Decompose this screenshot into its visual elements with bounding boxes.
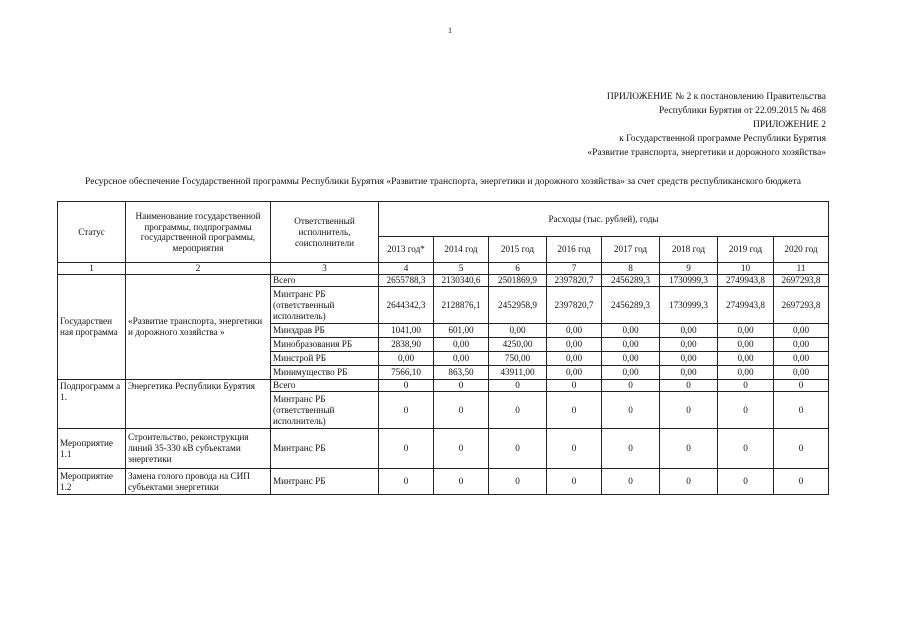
value-cell: 0,00 xyxy=(547,352,602,366)
value-cell: 0 xyxy=(434,392,489,429)
column-number: 11 xyxy=(774,263,829,275)
column-number: 1 xyxy=(58,263,126,275)
column-number: 9 xyxy=(660,263,718,275)
header-name: Наименование государственной программы, подпрограммы государственной программы, мероприятия xyxy=(126,202,271,263)
executor-cell: Всего xyxy=(271,275,379,287)
executor-cell: Всего xyxy=(271,380,379,392)
column-number: 10 xyxy=(718,263,774,275)
value-cell: 0 xyxy=(602,392,660,429)
table-row xyxy=(58,380,829,392)
subprogram-name: Энергетика Республики Бурятия xyxy=(126,380,271,429)
executor-cell: Минтранс РБ xyxy=(271,429,379,469)
value-cell: 0 xyxy=(660,392,718,429)
value-cell: 0 xyxy=(602,469,660,495)
value-cell: 0 xyxy=(489,469,547,495)
header-line-1: ПРИЛОЖЕНИЕ № 2 к постановлению Правительства xyxy=(606,92,826,102)
value-cell: 0 xyxy=(379,429,434,469)
header-line-4: к Государственной программе Республики Бурятия xyxy=(619,134,826,144)
value-cell: 0,00 xyxy=(602,352,660,366)
value-cell: 0,00 xyxy=(602,338,660,352)
value-cell: 43911,00 xyxy=(489,366,547,380)
value-cell: 2501869,9 xyxy=(489,275,547,287)
year-cell: 2020 год xyxy=(774,237,829,263)
executor-cell: Минтранс РБ (ответственный исполнитель) xyxy=(271,287,379,324)
value-cell: 2397820,7 xyxy=(547,287,602,324)
value-cell: 7566,10 xyxy=(379,366,434,380)
value-cell: 2749943,8 xyxy=(718,287,774,324)
value-cell: 0,00 xyxy=(379,352,434,366)
value-cell: 0,00 xyxy=(718,352,774,366)
column-number: 7 xyxy=(547,263,602,275)
header-line-2: Республики Бурятия от 22.09.2015 № 468 xyxy=(658,106,826,116)
value-cell: 0 xyxy=(379,469,434,495)
table-row xyxy=(58,275,829,287)
year-cell: 2018 год xyxy=(660,237,718,263)
value-cell: 0,00 xyxy=(774,324,829,338)
program-name: «Развитие транспорта, энергетики и дорожного хозяйства » xyxy=(126,275,271,380)
value-cell: 0 xyxy=(718,380,774,392)
value-cell: 0 xyxy=(660,429,718,469)
executor-cell: Минздрав РБ xyxy=(271,324,379,338)
table-header-row xyxy=(58,202,829,237)
value-cell: 0,00 xyxy=(602,324,660,338)
value-cell: 1041,00 xyxy=(379,324,434,338)
value-cell: 0 xyxy=(547,429,602,469)
value-cell: 2655788,3 xyxy=(379,275,434,287)
value-cell: 0 xyxy=(489,392,547,429)
value-cell: 0,00 xyxy=(602,366,660,380)
value-cell: 2452958,9 xyxy=(489,287,547,324)
value-cell: 0,00 xyxy=(718,338,774,352)
value-cell: 0,00 xyxy=(774,352,829,366)
measure-name: Строительство, реконструкция линий 35-330 кВ субъектами энергетики xyxy=(126,429,271,469)
value-cell: 0 xyxy=(774,380,829,392)
column-number: 3 xyxy=(271,263,379,275)
value-cell: 0 xyxy=(489,429,547,469)
value-cell: 0 xyxy=(547,392,602,429)
value-cell: 0 xyxy=(718,469,774,495)
value-cell: 2397820,7 xyxy=(547,275,602,287)
value-cell: 0,00 xyxy=(718,366,774,380)
value-cell: 2130340,6 xyxy=(434,275,489,287)
executor-cell: Минстрой РБ xyxy=(271,352,379,366)
measure-status: Мероприятие 1.1 xyxy=(58,429,126,469)
value-cell: 1730999,3 xyxy=(660,287,718,324)
value-cell: 0,00 xyxy=(660,324,718,338)
value-cell: 4250,00 xyxy=(489,338,547,352)
approval-header xyxy=(587,90,826,160)
year-cell: 2017 год xyxy=(602,237,660,263)
measure-name: Замена голого провода на СИП субъектами энергетики xyxy=(126,469,271,495)
column-number: 4 xyxy=(379,263,434,275)
value-cell: 2456289,3 xyxy=(602,287,660,324)
column-number: 5 xyxy=(434,263,489,275)
value-cell: 0 xyxy=(547,469,602,495)
value-cell: 0,00 xyxy=(660,366,718,380)
value-cell: 0,00 xyxy=(434,338,489,352)
year-cell: 2013 год* xyxy=(379,237,434,263)
value-cell: 750,00 xyxy=(489,352,547,366)
value-cell: 0 xyxy=(774,469,829,495)
value-cell: 0 xyxy=(774,392,829,429)
value-cell: 2128876,1 xyxy=(434,287,489,324)
value-cell: 0,00 xyxy=(660,338,718,352)
value-cell: 0,00 xyxy=(547,338,602,352)
value-cell: 0,00 xyxy=(547,366,602,380)
table-row xyxy=(58,429,829,469)
value-cell: 0,00 xyxy=(774,338,829,352)
header-line-5: «Развитие транспорта, энергетики и дорожного хозяйства» xyxy=(587,148,826,158)
year-cell: 2019 год xyxy=(718,237,774,263)
measure-status: Мероприятие 1.2 xyxy=(58,469,126,495)
value-cell: 1730999,3 xyxy=(660,275,718,287)
value-cell: 2749943,8 xyxy=(718,275,774,287)
value-cell: 0 xyxy=(434,380,489,392)
value-cell: 0 xyxy=(434,429,489,469)
value-cell: 0 xyxy=(602,429,660,469)
page-number: 1 xyxy=(448,26,452,35)
value-cell: 2697293,8 xyxy=(774,287,829,324)
program-status: Государствен ная программа xyxy=(58,275,126,380)
value-cell: 0,00 xyxy=(774,366,829,380)
value-cell: 0 xyxy=(660,469,718,495)
header-expenses: Расходы (тыс. рублей), годы xyxy=(379,202,829,237)
value-cell: 0 xyxy=(718,392,774,429)
value-cell: 0 xyxy=(489,380,547,392)
value-cell: 0 xyxy=(602,380,660,392)
header-line-3: ПРИЛОЖЕНИЕ 2 xyxy=(752,120,826,130)
value-cell: 0 xyxy=(660,380,718,392)
executor-cell: Минтранс РБ (ответственный исполнитель) xyxy=(271,392,379,429)
value-cell: 2838,90 xyxy=(379,338,434,352)
executor-cell: Минимущество РБ xyxy=(271,366,379,380)
value-cell: 0,00 xyxy=(489,324,547,338)
value-cell: 2644342,3 xyxy=(379,287,434,324)
value-cell: 601,00 xyxy=(434,324,489,338)
value-cell: 0,00 xyxy=(434,352,489,366)
header-status: Статус xyxy=(58,202,126,263)
header-executor: Ответственный исполнитель, соисполнители xyxy=(271,202,379,263)
year-cell: 2014 год xyxy=(434,237,489,263)
value-cell: 0,00 xyxy=(660,352,718,366)
table-row xyxy=(58,469,829,495)
value-cell: 0,00 xyxy=(718,324,774,338)
value-cell: 0 xyxy=(547,380,602,392)
document-title: Ресурсное обеспечение Государственной программы Республики Бурятия «Развитие транспорта, энергетики и дорожного хозяйства» за счет средств республиканского бюджета xyxy=(85,177,801,187)
executor-cell: Минобразования РБ xyxy=(271,338,379,352)
value-cell: 0 xyxy=(379,380,434,392)
year-cell: 2016 год xyxy=(547,237,602,263)
subprogram-status: Подпрограмм а 1. xyxy=(58,380,126,429)
column-number: 8 xyxy=(602,263,660,275)
resource-table xyxy=(57,201,829,495)
executor-cell: Минтранс РБ xyxy=(271,469,379,495)
value-cell: 0,00 xyxy=(547,324,602,338)
value-cell: 863,50 xyxy=(434,366,489,380)
value-cell: 2697293,8 xyxy=(774,275,829,287)
column-number: 2 xyxy=(126,263,271,275)
column-numbers-row xyxy=(58,263,829,275)
value-cell: 2456289,3 xyxy=(602,275,660,287)
value-cell: 0 xyxy=(718,429,774,469)
value-cell: 0 xyxy=(379,392,434,429)
value-cell: 0 xyxy=(774,429,829,469)
value-cell: 0 xyxy=(434,469,489,495)
column-number: 6 xyxy=(489,263,547,275)
year-cell: 2015 год xyxy=(489,237,547,263)
